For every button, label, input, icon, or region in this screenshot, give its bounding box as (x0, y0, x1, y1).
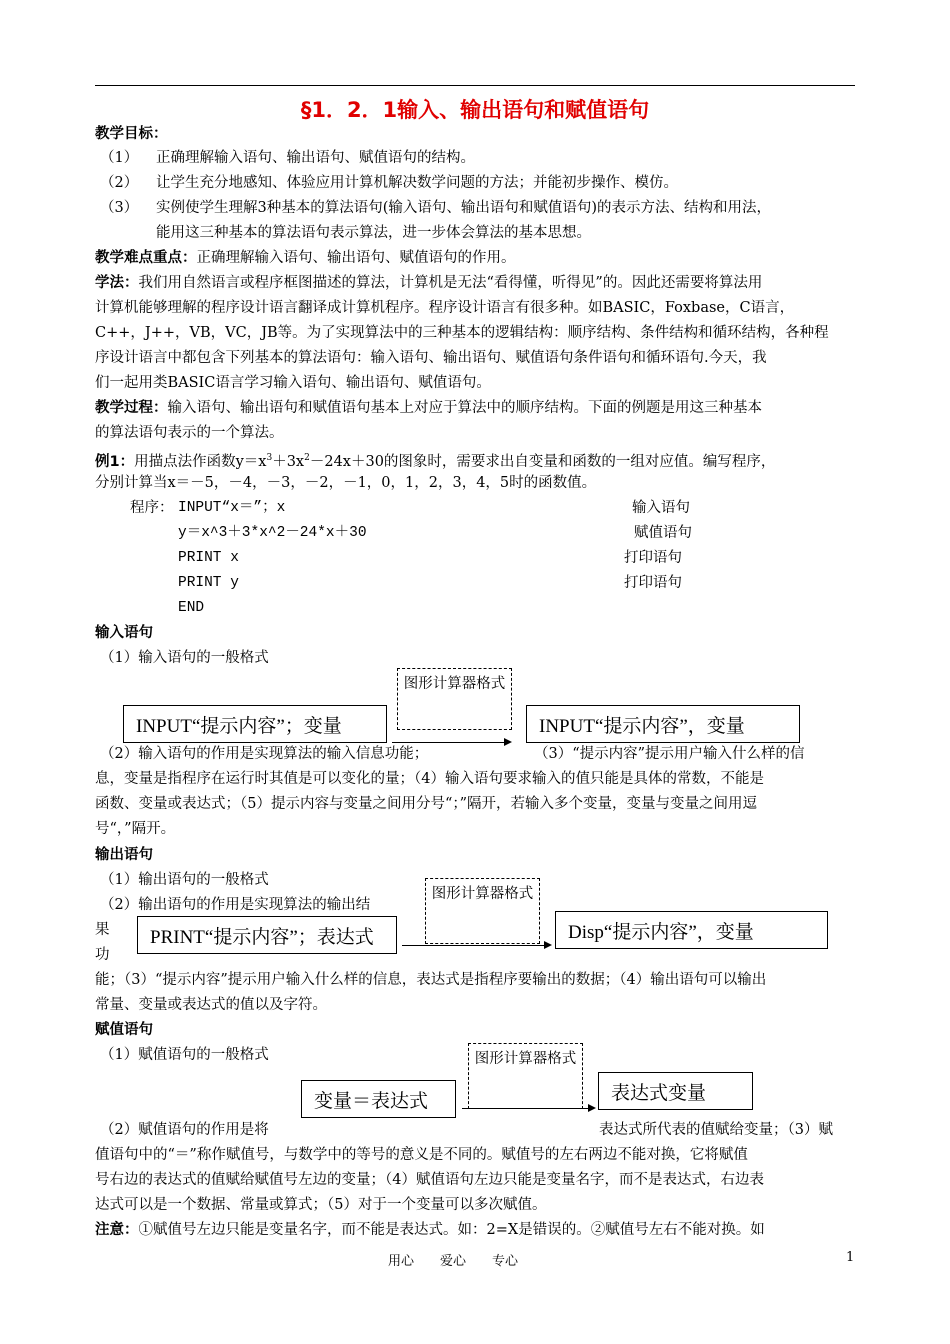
program-note: 打印语句 (624, 550, 682, 566)
assign-syntax-box: 变量＝表达式 (301, 1080, 456, 1118)
disp-syntax-box: Disp“提示内容”，变量 (555, 911, 828, 949)
input-role-text: （2）输入语句的作用是实现算法的输入信息功能； (100, 746, 429, 762)
input-heading: 输入语句 (95, 625, 153, 641)
input-calculator-syntax-box: INPUT“提示内容”，变量 (526, 705, 800, 743)
example-line: 例1：用描点法作函数$y=x^3+3x^2-24x+30$的图象时，需要求出自变量和函数的一组对应值。编写程序， (95, 453, 776, 470)
assign-para-line: 达式可以是一个数据、常量或算式；（5）对于一个变量可以多次赋值。 (95, 1197, 547, 1213)
program-code-line: y＝x^3＋3*x^2－24*x＋30 (178, 525, 367, 541)
output-role-text: 功 (95, 947, 110, 963)
output-format-title: （1）输出语句的一般格式 (100, 872, 269, 888)
study-line: 计算机能够理解的程序设计语言翻译成计算机程序。程序设计语言有很多种。如BASIC，Foxbase，C语言， (95, 300, 795, 316)
program-note: 输入语句 (632, 500, 690, 516)
output-role-text: 果 (95, 922, 110, 938)
calculator-format-box: 图形计算器格式 (468, 1043, 583, 1109)
objectives-heading: 教学目标： (95, 126, 168, 142)
footer-motto: 用心 爱心 专心 (388, 1254, 519, 1269)
output-para-line: 能；（3）“提示内容”提示用户输入什么样的信息，表达式是指程序要输出的数据；（4）输出语句可以输出 (95, 972, 767, 988)
output-role-text: （2）输出语句的作用是实现算法的输出结 (100, 897, 371, 913)
program-code-line: PRINT y (178, 575, 239, 591)
page-number: 1 (846, 1250, 855, 1265)
objective-item: （3） 实例使学生理解3种基本的算法语句(输入语句、输出语句和赋值语句)的表示方法、结构和用法， (100, 200, 772, 216)
study-line: 学法：我们用自然语言或程序框图描述的算法，计算机是无法“看得懂，听得见”的。因此还需要将算法用 (95, 275, 763, 291)
study-line: C++，J++，VB，VC，JB等。为了实现算法中的三种基本的逻辑结构：顺序结构、条件结构和循环结构，各种程 (95, 325, 829, 341)
objective-item: （1） 正确理解输入语句、输出语句、赋值语句的结构。 (100, 150, 475, 166)
program-code-line: INPUT“x＝”；x (178, 500, 286, 516)
assign-format-title: （1）赋值语句的一般格式 (100, 1047, 269, 1063)
input-format-title: （1）输入语句的一般格式 (100, 650, 269, 666)
input-para-line: 函数、变量或表达式；（5）提示内容与变量之间用分号“；”隔开，若输入多个变量，变量与变量之间用逗 (95, 796, 758, 812)
output-arrow (402, 945, 550, 946)
assign-role-text: 表达式所代表的值赋给变量；（3）赋 (599, 1122, 833, 1138)
calculator-format-box: 图形计算器格式 (397, 668, 512, 730)
header-rule (95, 85, 855, 86)
print-syntax-box: PRINT“提示内容”；表达式 (137, 916, 397, 954)
input-para-line: 息，变量是指程序在运行时其值是可以变化的量；（4）输入语句要求输入的值只能是具体的常数，不能是 (95, 771, 764, 787)
assign-para-line: 号右边的表达式的值赋给赋值号左边的变量；（4）赋值语句左边只能是变量名字，而不是表达式，右边表 (95, 1172, 764, 1188)
objective-item-continued: 能用这三种基本的算法语句表示算法，进一步体会算法的基本思想。 (156, 225, 591, 241)
page-title: §1．2．1输入、输出语句和赋值语句 (300, 98, 650, 122)
study-line: 序设计语言中都包含下列基本的算法语句：输入语句、输出语句、赋值语句条件语句和循环语句.今天，我 (95, 350, 767, 366)
program-note: 打印语句 (624, 575, 682, 591)
process-line: 教学过程：输入语句、输出语句和赋值语句基本上对应于算法中的顺序结构。下面的例题是用这三种基本 (95, 400, 762, 416)
input-para-line: 号“，”隔开。 (95, 821, 176, 837)
input-syntax-box: INPUT“提示内容”；变量 (123, 705, 387, 743)
difficulty-line: 教学难点重点：正确理解输入语句、输出语句、赋值语句的作用。 (95, 250, 516, 266)
assign-role-text: （2）赋值语句的作用是将 (100, 1122, 269, 1138)
output-para-line: 常量、变量或表达式的值以及字符。 (95, 997, 327, 1013)
assign-para-line: 值语句中的“＝”称作赋值号，与数学中的等号的意义是不同的。赋值号的左右两边不能对换，它将赋值 (95, 1147, 748, 1163)
note-line: 注意：①赋值号左边只能是变量名字，而不能是表达式。如：2=X是错误的。②赋值号左右不能对换。如 (95, 1222, 765, 1238)
program-note: 赋值语句 (634, 525, 692, 541)
assign-arrow (462, 1108, 594, 1109)
program-code-line: END (178, 600, 205, 616)
assign-calculator-syntax-box: 表达式变量 (598, 1072, 753, 1110)
program-code-line: PRINT x (178, 550, 239, 566)
program-label: 程序： (130, 500, 174, 516)
process-line: 的算法语句表示的一个算法。 (95, 425, 284, 441)
example-line: 分别计算当x＝－5，－4，－3，－2，－1，0，1，2，3，4，5时的函数值。 (95, 475, 597, 491)
calculator-format-box: 图形计算器格式 (425, 878, 540, 944)
objective-item: （2） 让学生充分地感知、体验应用计算机解决数学问题的方法；并能初步操作、模仿。 (100, 175, 678, 191)
assign-heading: 赋值语句 (95, 1022, 153, 1038)
study-line: 们一起用类BASIC语言学习输入语句、输出语句、赋值语句。 (95, 375, 491, 391)
input-role-text: （3）“提示内容”提示用户输入什么样的信 (534, 746, 805, 762)
output-heading: 输出语句 (95, 847, 153, 863)
